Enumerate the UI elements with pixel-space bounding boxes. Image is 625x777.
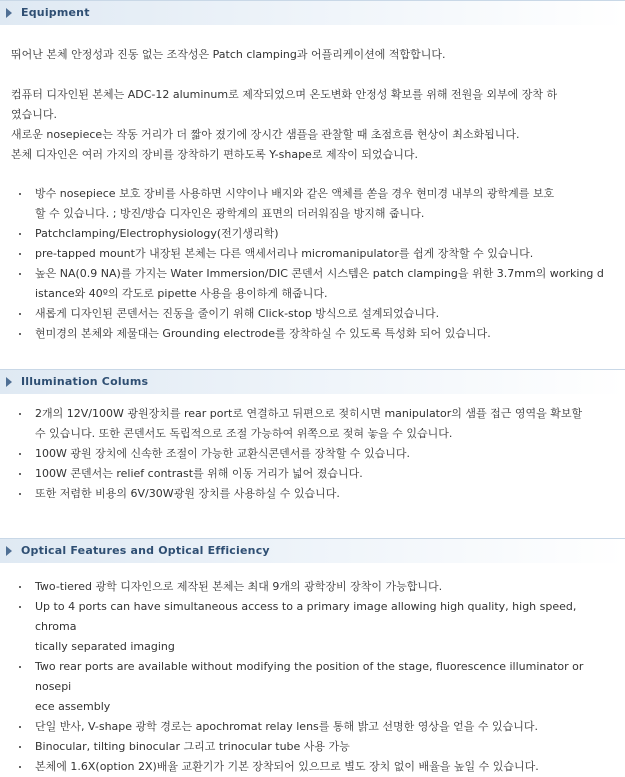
bullet-dot-icon: [19, 333, 21, 335]
list-item: [0, 657, 615, 717]
arrow-bullet-icon: [6, 377, 12, 387]
list-item-line: Up to 4 ports can have simultaneous access to a primary image allowing high quality, high speed, chroma: [35, 600, 577, 633]
list-item: [0, 224, 615, 244]
bullet-dot-icon: [19, 313, 21, 315]
section-header-equipment: [0, 0, 625, 25]
optical-bullet-list: [0, 577, 625, 777]
bullet-dot-icon: [19, 766, 21, 768]
bullet-dot-icon: [19, 606, 21, 608]
list-item-line: tically separated imaging: [35, 640, 175, 653]
list-item-line: 단일 반사, V-shape 광학 경로는 apochromat relay lens를 통해 밝고 선명한 영상을 얻을 수 있습니다.: [35, 720, 539, 733]
paragraph: 본체 디자인은 여러 가지의 장비를 장착하기 편하도록 Y-shape로 제작이 되었습니다.: [11, 148, 418, 161]
arrow-bullet-icon: [6, 546, 12, 556]
list-item: [0, 464, 615, 484]
list-item-line: ece assembly: [35, 700, 111, 713]
list-item-line: Binocular, tilting binocular 그리고 trinocular tube 사용 가능: [35, 740, 350, 753]
list-item-line: 새롭게 디자인된 콘덴서는 진동을 줄이기 위해 Click-stop 방식으로 설계되었습니다.: [35, 307, 440, 320]
list-item-line: pre-tapped mount가 내장된 본체는 다른 액세서리나 micromanipulator를 쉽게 장착할 수 있습니다.: [35, 247, 534, 260]
bullet-dot-icon: [19, 233, 21, 235]
list-item: [0, 444, 615, 464]
list-item: [0, 484, 615, 504]
section-header-optical: [0, 538, 625, 563]
bullet-dot-icon: [19, 453, 21, 455]
bullet-dot-icon: [19, 746, 21, 748]
list-item-line: Patchclamping/Electrophysiology(전기생리학): [35, 227, 279, 240]
bullet-dot-icon: [19, 726, 21, 728]
illumination-bullet-list: [0, 404, 625, 504]
list-item: [0, 244, 615, 264]
list-item: [0, 577, 615, 597]
list-item-line: 수 있습니다. 또한 콘덴서도 독립적으로 조절 가능하여 위쪽으로 젖혀 놓을 수 있습니다.: [35, 427, 453, 440]
bullet-dot-icon: [19, 493, 21, 495]
paragraph: 뛰어난 본체 안정성과 진동 없는 조작성은 Patch clamping과 어플리케이션에 적합합니다.: [11, 48, 446, 61]
list-item-line: 높은 NA(0.9 NA)를 가지는 Water Immersion/DIC 콘덴서 시스템은 patch clamping을 위한 3.7mm의 working d: [35, 267, 604, 280]
list-item-line: Two-tiered 광학 디자인으로 제작된 본체는 최대 9개의 광학장비 장착이 가능합니다.: [35, 580, 443, 593]
list-item-line: 100W 콘덴서는 relief contrast를 위해 이동 거리가 넓어 졌습니다.: [35, 467, 363, 480]
list-item-line: Two rear ports are available without modifying the position of the stage, fluorescence illuminator or nosepi: [35, 660, 584, 693]
list-item: [0, 757, 615, 777]
list-item-line: istance와 40º의 각도로 pipette 사용을 용이하게 해줍니다.: [35, 287, 328, 300]
bullet-dot-icon: [19, 413, 21, 415]
list-item-line: 할 수 있습니다. ; 방진/방습 디자인은 광학계의 표면의 더러워짐을 방지해 줍니다.: [35, 207, 425, 220]
list-item: [0, 304, 615, 324]
paragraph: 새로운 nosepiece는 작동 거리가 더 짧아 졌기에 장시간 샘플을 관찰할 때 초점흐름 현상이 최소화됩니다.: [11, 128, 520, 141]
bullet-dot-icon: [19, 473, 21, 475]
bullet-dot-icon: [19, 273, 21, 275]
list-item: [0, 717, 615, 737]
list-item-line: 2개의 12V/100W 광원장치를 rear port로 연결하고 뒤편으로 젖히시면 manipulator의 샘플 접근 영역을 확보할: [35, 407, 583, 420]
list-item-line: 또한 저렴한 비용의 6V/30W광원 장치를 사용하실 수 있습니다.: [35, 487, 340, 500]
section-title: Illumination Colums: [21, 375, 149, 388]
list-item: [0, 264, 615, 304]
list-item-line: 100W 광원 장치에 신속한 조절이 가능한 교환식콘덴서를 장착할 수 있습니다.: [35, 447, 410, 460]
paragraph: 였습니다.: [11, 108, 58, 121]
arrow-bullet-icon: [6, 8, 12, 18]
list-item-line: 현미경의 본체와 제물대는 Grounding electrode를 장착하실 수 있도록 특성화 되어 있습니다.: [35, 327, 491, 340]
equipment-bullet-list: [0, 184, 625, 344]
bullet-dot-icon: [19, 193, 21, 195]
list-item: [0, 737, 615, 757]
section-title: Optical Features and Optical Efficiency: [21, 544, 270, 557]
section-header-illumination: [0, 369, 625, 394]
paragraph: 컴퓨터 디자인된 본체는 ADC-12 aluminum로 제작되었으며 온도변화 안정성 확보를 위해 전원을 외부에 장착 하: [11, 88, 558, 101]
list-item: [0, 184, 615, 224]
list-item: [0, 324, 615, 344]
bullet-dot-icon: [19, 586, 21, 588]
bullet-dot-icon: [19, 666, 21, 668]
list-item: [0, 404, 615, 444]
list-item-line: 본체에 1.6X(option 2X)배율 교환기가 기본 장착되어 있으므로 별도 장치 없이 배율을 높일 수 있습니다.: [35, 760, 539, 773]
list-item: [0, 597, 615, 657]
section-title: Equipment: [21, 6, 90, 19]
bullet-dot-icon: [19, 253, 21, 255]
list-item-line: 방수 nosepiece 보호 장비를 사용하면 시약이나 배지와 같은 액체를 쏟을 경우 현미경 내부의 광학계를 보호: [35, 187, 555, 200]
